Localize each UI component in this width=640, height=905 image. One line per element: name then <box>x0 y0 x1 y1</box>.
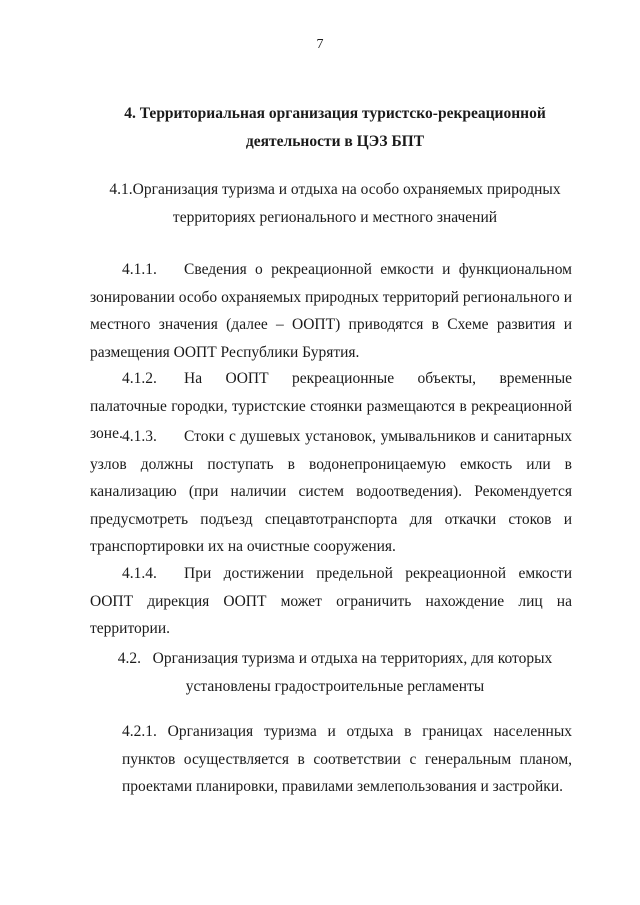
paragraph-4-2-1 <box>90 718 572 801</box>
paragraph-text: Сведения о рекреационной емкости и функциональном зонировании особо охраняемых природных территорий регионального и местного значения (далее – ООПТ) приводятся в Схеме развития и размещения ООПТ Республики Бурятия. <box>90 261 572 361</box>
paragraph-number: 4.1.4. <box>122 565 157 582</box>
paragraph-text: 4.2.1. Организация туризма и отдыха в границах населенных пунктов осуществляется в соответствии с генеральным планом, проектами планировки, правилами землепользования и застройки. <box>122 723 572 795</box>
paragraph-4-1-3 <box>90 423 572 561</box>
paragraph-number: 4.1.3. <box>122 428 157 445</box>
subsection-heading-4-2: 4.2. Организация туризма и отдыха на территориях, для которых установлены градостроительные регламенты <box>117 650 557 695</box>
paragraph-4-1-1 <box>90 256 572 366</box>
subsection-heading-4-1: 4.1.Организация туризма и отдыха на особо охраняемых природных территориях регионального и местного значений <box>109 181 561 226</box>
section-title-text: Территориальная организация туристско-рекреационной деятельности в ЦЭЗ БПТ <box>139 105 546 150</box>
section-heading <box>90 100 580 156</box>
paragraph-text: Стоки с душевых установок, умывальников и санитарных узлов должны поступать в водонепроницаемую емкость или в канализацию (при наличии систем водоотведения). Рекомендуется предусмотреть подъезд спецавтотранспорта для откачки стоков и транспортировки их на очистные сооружения. <box>90 428 572 555</box>
paragraph-number: 4.1.2. <box>122 370 157 387</box>
paragraph-4-1-4 <box>90 560 572 643</box>
section-number: 4. <box>124 105 136 122</box>
page-number: 7 <box>316 37 324 52</box>
paragraph-text: На ООПТ рекреационные объекты, временные палаточные городки, туристские стоянки размещаются в рекреационной зоне. <box>90 370 572 442</box>
paragraph-number: 4.1.1. <box>122 261 157 278</box>
paragraph-text: При достижении предельной рекреационной емкости ООПТ дирекция ООПТ может ограничить нахождение лиц на территории. <box>90 565 572 637</box>
